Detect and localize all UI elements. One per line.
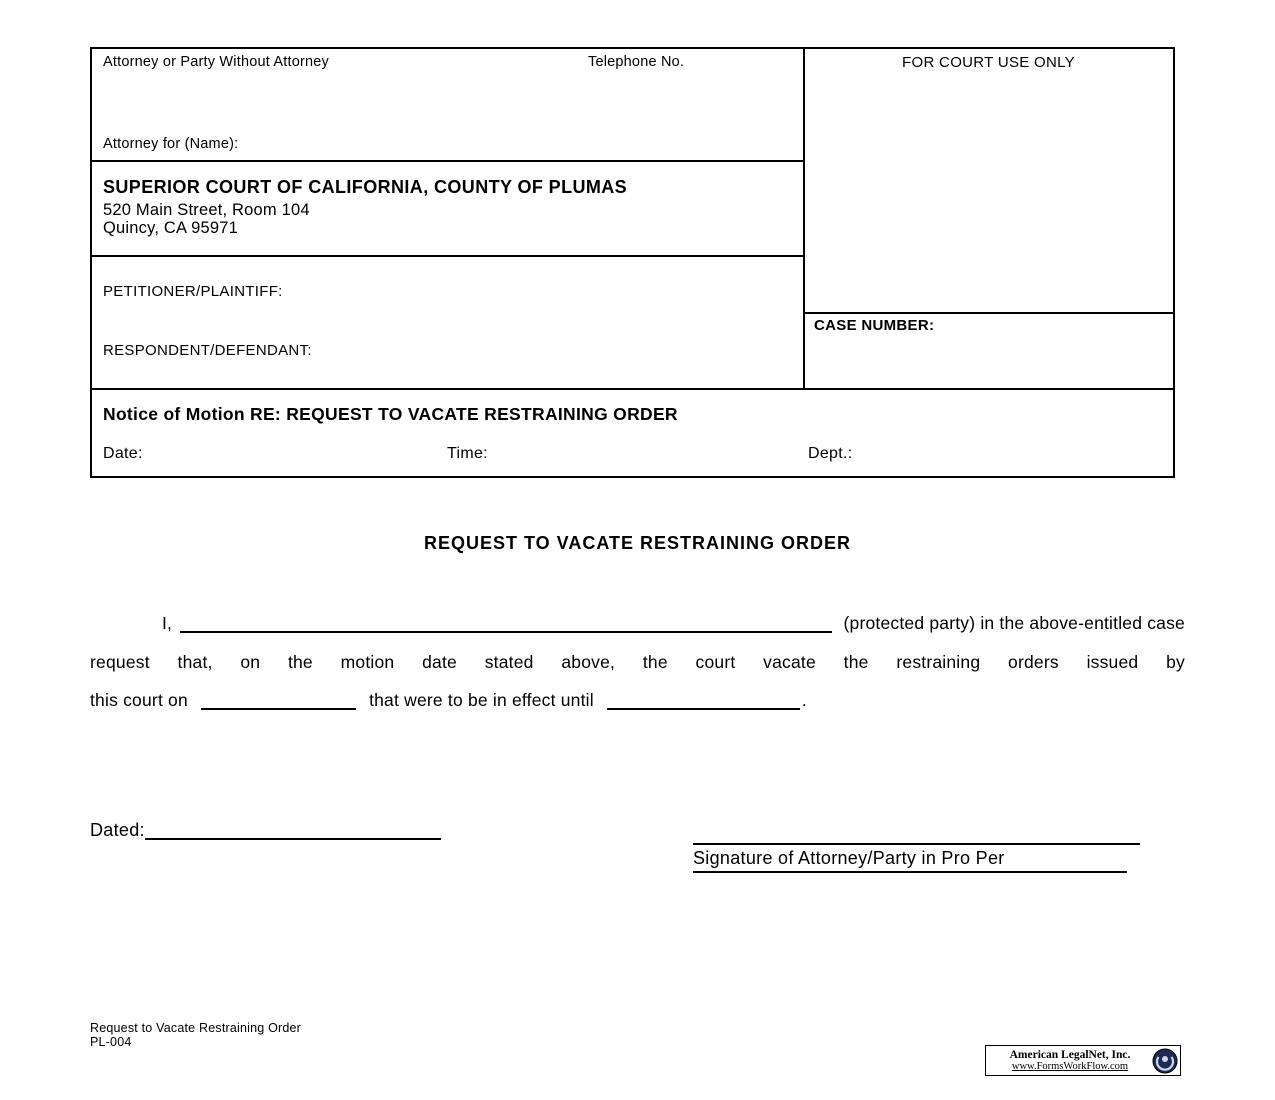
footer-form-info [90,1021,301,1049]
footer-form-title: Request to Vacate Restraining Order [90,1021,302,1035]
paragraph-line-3 [90,681,1185,720]
line1-prefix: I, [162,613,173,633]
dated-label: Dated: [90,820,145,840]
protected-party-blank[interactable] [180,630,831,633]
divider-attorney-bottom [92,160,803,162]
line3-period: . [801,690,807,710]
american-legalnet-branding-box [985,1045,1181,1076]
paragraph-line-2: request that, on the motion date stated above, the court vacate the restraining orders issued by [90,651,1185,672]
dept-label: Dept.: [808,445,853,462]
signature-line[interactable] [693,843,1140,845]
line3-middle: that were to be in effect until [369,690,594,710]
notice-of-motion-title: Notice of Motion RE: REQUEST TO VACATE RESTRAINING ORDER [103,404,678,424]
request-paragraph [90,604,1185,720]
attorney-party-label: Attorney or Party Without Attorney [103,54,330,70]
time-label: Time: [447,445,488,462]
divider-court-bottom [92,255,803,257]
dated-blank[interactable] [145,837,441,840]
for-court-use-label: FOR COURT USE ONLY [902,54,1075,71]
divider-parties-bottom [92,388,1173,390]
branding-text [986,1049,1152,1073]
signature-caption-rule [693,871,1127,873]
court-name: SUPERIOR COURT OF CALIFORNIA, COUNTY OF PLUMAS [103,177,628,197]
case-number-label: CASE NUMBER: [814,317,935,334]
signature-caption: Signature of Attorney/Party in Pro Per [693,848,1005,868]
divider-case-number-top [803,312,1173,314]
attorney-for-label: Attorney for (Name): [103,136,239,152]
american-legalnet-logo-icon [1152,1048,1178,1074]
date-label: Date: [103,445,143,462]
paragraph-line-1 [90,604,1185,643]
document-title: REQUEST TO VACATE RESTRAINING ORDER [423,533,852,553]
effect-until-blank[interactable] [607,707,800,710]
court-address-line2: Quincy, CA 95971 [103,219,238,237]
petitioner-label: PETITIONER/PLAINTIFF: [103,283,283,300]
branding-url-link[interactable]: www.FormsWorkFlow.com [1011,1060,1129,1072]
form-header-box [90,47,1175,478]
footer-form-number: PL-004 [90,1035,132,1049]
respondent-label: RESPONDENT/DEFENDANT: [103,342,312,359]
line1-suffix: (protected party) in the above-entitled case [843,613,1185,633]
dated-row [90,820,441,841]
divider-vertical-main [803,49,805,388]
branding-company: American LegalNet, Inc. [1009,1048,1131,1061]
court-address-line1: 520 Main Street, Room 104 [103,201,310,219]
order-date-blank[interactable] [201,707,356,710]
line3-prefix: this court on [90,690,188,710]
telephone-label: Telephone No. [588,54,685,70]
